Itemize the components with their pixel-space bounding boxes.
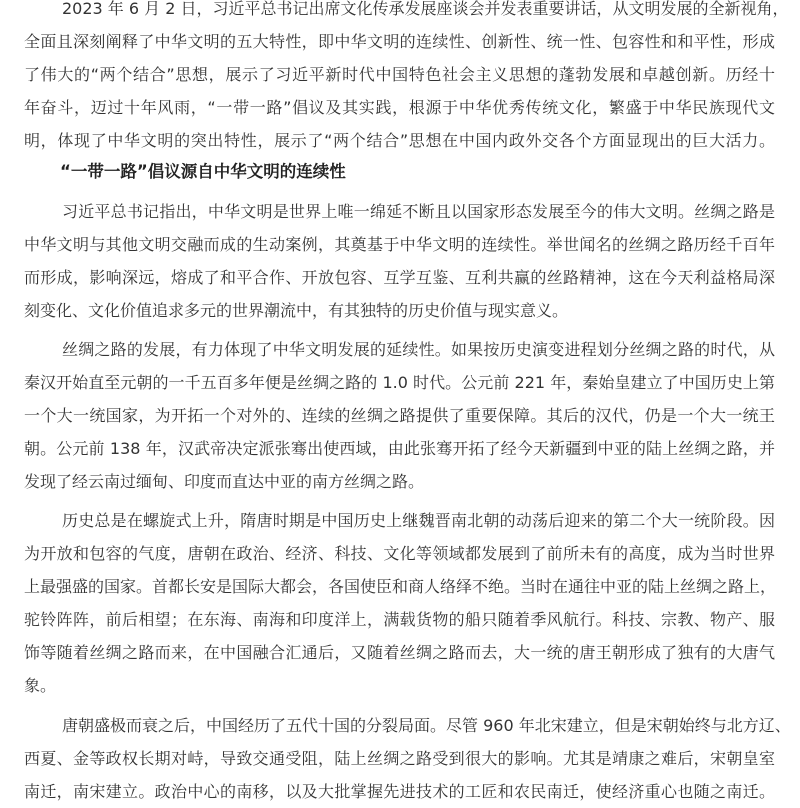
text-line: 发现了经云南过缅甸、印度而直达中亚的南方丝绸之路。 xyxy=(24,472,425,491)
text-line: 历史总是在螺旋式上升，隋唐时期是中国历史上继魏晋南北朝的动荡后迎来的第二个大一统阶段。因 xyxy=(62,511,775,530)
text-line: 中华文明与其他文明交融而成的生动案例，其奠基于中华文明的连续性。举世闻名的丝绸之路历经千百年 xyxy=(24,235,775,254)
paragraph-silk-road-development xyxy=(24,333,775,498)
paragraph-song-dynasty xyxy=(24,709,791,808)
paragraph-continuity xyxy=(24,195,775,327)
text-line: 而形成，影响深远，熔成了和平合作、开放包容、互学互鉴、互利共赢的丝路精神，这在今天利益格局深 xyxy=(24,268,775,287)
text-line: 全面且深刻阐释了中华文明的五大特性，即中华文明的连续性、创新性、统一性、包容性和和平性，形成 xyxy=(24,32,775,51)
paragraph-tang-dynasty xyxy=(24,504,775,702)
text-line: 象。 xyxy=(24,676,57,695)
text-line: 朝。公元前 138 年，汉武帝决定派张骞出使西域，由此张骞开拓了经今天新疆到中亚的陆上丝绸之路，并 xyxy=(24,439,775,458)
text-line: 西夏、金等政权长期对峙，导致交通受阻，陆上丝绸之路受到很大的影响。尤其是靖康之难后，宋朝皇室 xyxy=(24,749,775,768)
text-line: 了伟大的“两个结合”思想，展示了习近平新时代中国特色社会主义思想的蓬勃发展和卓越创新。历经十 xyxy=(24,65,775,84)
text-line: 刻变化、文化价值追求多元的世界潮流中，有其独特的历史价值与现实意义。 xyxy=(24,301,569,320)
text-line: 为开放和包容的气度，唐朝在政治、经济、科技、文化等领域都发展到了前所未有的高度，成为当时世界 xyxy=(24,544,775,563)
text-line: 习近平总书记指出，中华文明是世界上唯一绵延不断且以国家形态发展至今的伟大文明。丝绸之路是 xyxy=(62,202,775,221)
text-line: 上最强盛的国家。首都长安是国际大都会，各国使臣和商人络绎不绝。当时在通往中亚的陆上丝绸之路上， xyxy=(24,577,777,596)
text-line: 2023 年 6 月 2 日，习近平总书记出席文化传承发展座谈会并发表重要讲话，从文明发展的全新视角， xyxy=(62,0,789,18)
text-line: 一个大一统国家，为开拓一个对外的、连续的丝绸之路提供了重要保障。其后的汉代，仍是一个大一统王 xyxy=(24,406,775,425)
section-heading: “一带一路”倡议源自中华文明的连续性 xyxy=(60,162,346,181)
text-line: 丝绸之路的发展，有力体现了中华文明发展的延续性。如果按历史演变进程划分丝绸之路的时代，从 xyxy=(62,340,775,359)
paragraph-intro xyxy=(24,0,789,157)
text-line: 秦汉开始直至元朝的一千五百多年便是丝绸之路的 1.0 时代。公元前 221 年，秦始皇建立了中国历史上第 xyxy=(24,373,775,392)
text-line: 驼铃阵阵，前后相望；在东海、南海和印度洋上，满载货物的船只随着季风航行。科技、宗教、物产、服 xyxy=(24,610,775,629)
text-line: 唐朝盛极而衰之后，中国经历了五代十国的分裂局面。尽管 960 年北宋建立，但是宋朝始终与北方辽、 xyxy=(62,716,791,735)
text-line: 南迁，南宋建立。政治中心的南移，以及大批掌握先进技术的工匠和农民南迁，使经济重心也随之南迁。 xyxy=(24,782,775,801)
text-line: 饰等随着丝绸之路而来，在中国融合汇通后，又随着丝绸之路而去，大一统的唐王朝形成了独有的大唐气 xyxy=(24,643,775,662)
text-line: 年奋斗，迈过十年风雨，“一带一路”倡议及其实践，根源于中华优秀传统文化，繁盛于中华民族现代文 xyxy=(24,98,775,117)
text-line: 明，体现了中华文明的突出特性，展示了“两个结合”思想在中国内政外交各个方面显现出的巨大活力。 xyxy=(24,131,775,150)
